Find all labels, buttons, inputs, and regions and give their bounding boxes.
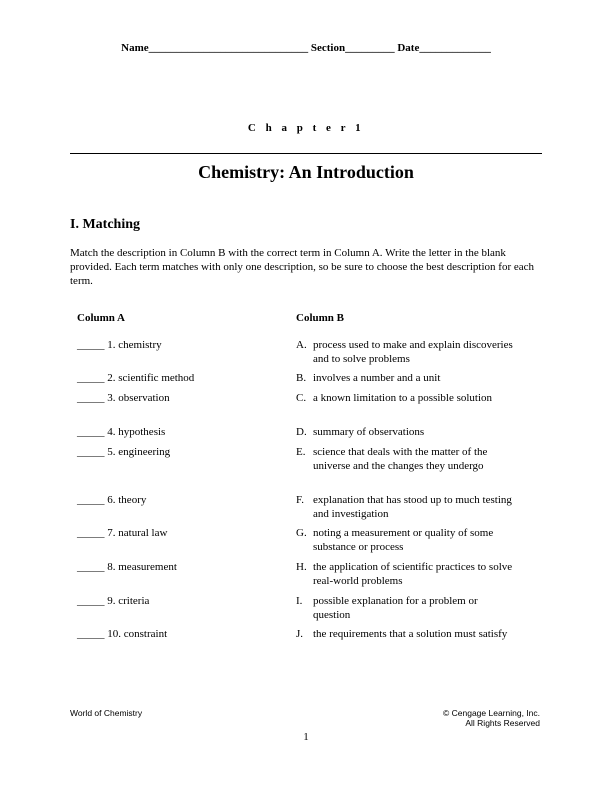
- description-text: process used to make and explain discoveries and to solve problems: [313, 339, 513, 365]
- instructions-paragraph: Match the description in Column B with the correct term in Column A. Write the letter in the blank provided. Each term matches with only one description, so be sure to choose the best description for each term.: [70, 247, 535, 287]
- description-letter: J.: [296, 628, 304, 640]
- rights-line: All Rights Reserved: [465, 718, 540, 728]
- description-letter: D.: [296, 426, 307, 438]
- description-item: [296, 372, 516, 386]
- description-item: [296, 426, 516, 440]
- page-title: Chemistry: An Introduction: [198, 162, 414, 182]
- term-item: _____ 3. observation: [77, 392, 170, 404]
- term-item: _____ 8. measurement: [77, 561, 177, 573]
- description-text: summary of observations: [313, 426, 425, 438]
- description-letter: F.: [296, 494, 304, 506]
- term-item: _____ 2. scientific method: [77, 372, 195, 384]
- description-item: [296, 339, 516, 366]
- description-text: the requirements that a solution must satisfy: [313, 628, 508, 640]
- name-section-date-line: Name_____________________________ Section_________ Date_____________: [121, 42, 491, 54]
- term-item: _____ 5. engineering: [77, 446, 171, 458]
- description-letter: H.: [296, 561, 307, 573]
- description-letter: I.: [296, 595, 303, 607]
- description-text: the application of scientific practices to solve real-world problems: [313, 561, 513, 587]
- footer-book-title: World of Chemistry: [70, 708, 143, 718]
- title-divider: [70, 153, 542, 154]
- term-item: _____ 4. hypothesis: [77, 426, 166, 438]
- description-letter: A.: [296, 339, 307, 351]
- description-text: possible explanation for a problem or question: [313, 595, 478, 621]
- description-item: [296, 446, 516, 473]
- description-item: [296, 628, 516, 642]
- description-text: science that deals with the matter of the universe and the changes they undergo: [313, 446, 488, 472]
- term-item: _____ 10. constraint: [77, 628, 168, 640]
- description-letter: B.: [296, 372, 307, 384]
- description-item: [296, 595, 516, 622]
- description-text: noting a measurement or quality of some substance or process: [313, 527, 494, 553]
- description-text: involves a number and a unit: [313, 372, 441, 384]
- description-item: [296, 561, 516, 588]
- description-text: explanation that has stood up to much testing and investigation: [313, 494, 512, 520]
- term-item: _____ 6. theory: [77, 494, 147, 506]
- description-text: a known limitation to a possible solution: [313, 392, 493, 404]
- description-item: [296, 494, 516, 521]
- chapter-label: C h a p t e r 1: [247, 122, 365, 134]
- description-item: [296, 392, 516, 406]
- column-b-header: Column B: [296, 312, 344, 324]
- term-item: _____ 7. natural law: [77, 527, 168, 539]
- term-item: _____ 9. criteria: [77, 595, 150, 607]
- description-letter: C.: [296, 392, 307, 404]
- description-item: [296, 527, 516, 554]
- column-a-header: Column A: [77, 312, 125, 324]
- term-item: _____ 1. chemistry: [77, 339, 162, 351]
- page-number: 1: [303, 731, 309, 743]
- footer-copyright: [380, 708, 540, 728]
- description-letter: E.: [296, 446, 306, 458]
- section-heading: I. Matching: [70, 217, 140, 232]
- description-letter: G.: [296, 527, 307, 539]
- copyright-line: © Cengage Learning, Inc.: [443, 708, 540, 718]
